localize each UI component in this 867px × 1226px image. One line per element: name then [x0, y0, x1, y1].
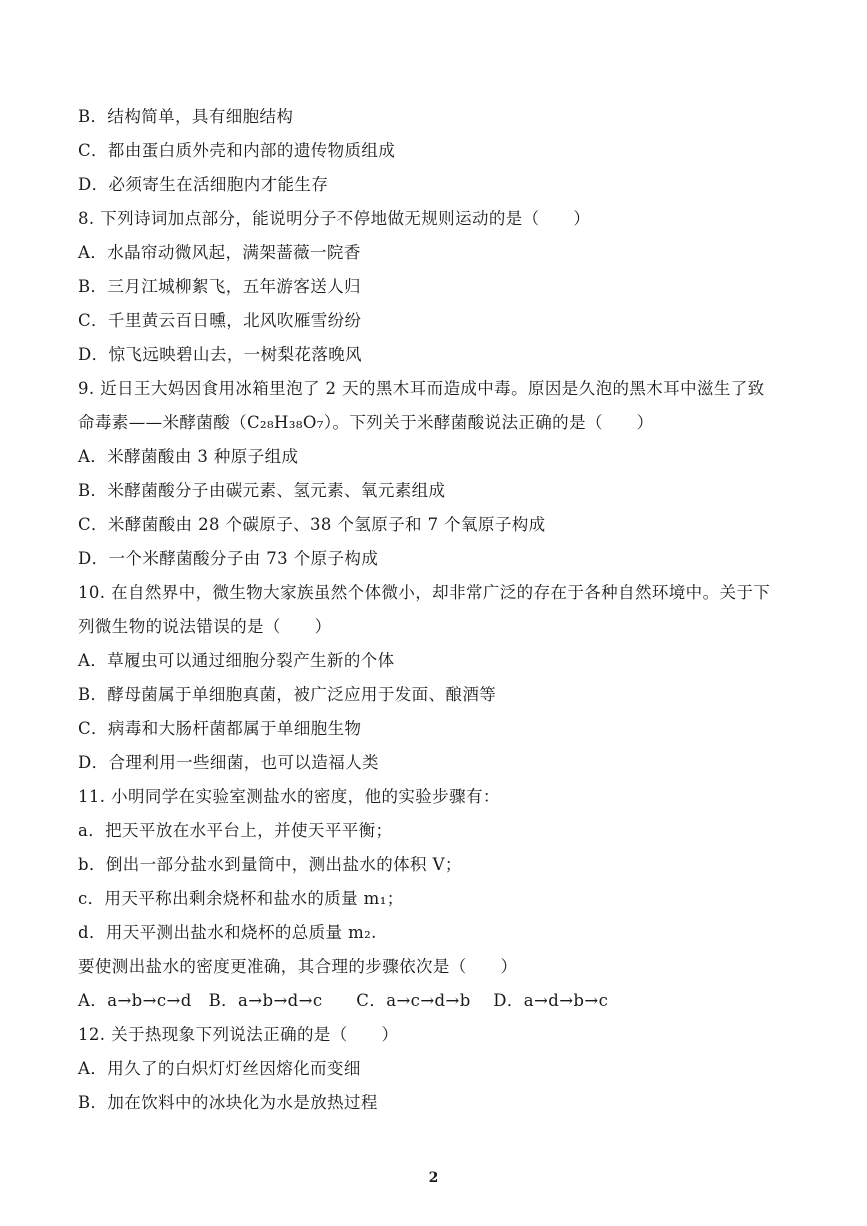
page-number: 2 — [428, 1170, 439, 1186]
step-11b: b．倒出一部分盐水到量筒中，测出盐水的体积 V； — [78, 855, 462, 874]
option-10c: C．病毒和大肠杆菌都属于单细胞生物 — [78, 719, 362, 738]
question-10-line-2: 列微生物的说法错误的是（ ） — [78, 617, 332, 636]
question-10-line-1: 10. 在自然界中，微生物大家族虽然个体微小，却非常广泛的存在于各种自然环境中。关于下 — [78, 583, 771, 602]
option-9a: A．米酵菌酸由 3 种原子组成 — [78, 447, 299, 466]
question-11: 11. 小明同学在实验室测盐水的密度，他的实验步骤有： — [78, 787, 500, 806]
option-10a: A．草履虫可以通过细胞分裂产生新的个体 — [78, 651, 395, 670]
step-11a: a．把天平放在水平台上，并使天平平衡； — [78, 821, 393, 840]
step-11c: c．用天平称出剩余烧杯和盐水的质量 m₁； — [78, 889, 404, 908]
option-8c: C．千里黄云百日曛，北风吹雁雪纷纷 — [78, 311, 362, 330]
option-7d: D．必须寄生在活细胞内才能生存 — [78, 175, 329, 194]
question-9-line-1: 9. 近日王大妈因食用冰箱里泡了 2 天的黑木耳而造成中毒。原因是久泡的黑木耳中滋生了致 — [78, 379, 765, 398]
question-11-prompt: 要使测出盐水的密度更准确，其合理的步骤依次是（ ） — [78, 957, 518, 976]
step-11d: d．用天平测出盐水和烧杯的总质量 m₂. — [78, 923, 377, 942]
question-12: 12. 关于热现象下列说法正确的是（ ） — [78, 1025, 399, 1044]
option-9b: B．米酵菌酸分子由碳元素、氢元素、氧元素组成 — [78, 481, 446, 500]
question-9-line-2: 命毒素——米酵菌酸（C₂₈H₃₈O₇）。下列关于米酵菌酸说法正确的是（ ） — [78, 413, 654, 432]
question-8: 8. 下列诗词加点部分，能说明分子不停地做无规则运动的是（ ） — [78, 209, 591, 228]
option-8d: D．惊飞远映碧山去，一树梨花落晚风 — [78, 345, 363, 364]
option-9c: C．米酵菌酸由 28 个碳原子、38 个氢原子和 7 个氧原子构成 — [78, 515, 546, 534]
option-7c: C．都由蛋白质外壳和内部的遗传物质组成 — [78, 141, 396, 160]
option-8b: B．三月江城柳絮飞，五年游客送人归 — [78, 277, 361, 296]
option-12b: B．加在饮料中的冰块化为水是放热过程 — [78, 1093, 378, 1112]
option-10d: D．合理利用一些细菌，也可以造福人类 — [78, 753, 379, 772]
option-10b: B．酵母菌属于单细胞真菌，被广泛应用于发面、酿酒等 — [78, 685, 497, 704]
option-9d: D．一个米酵菌酸分子由 73 个原子构成 — [78, 549, 379, 568]
options-11: A．a→b→c→d B．a→b→d→c C．a→c→d→b D．a→d→b→c — [78, 991, 609, 1010]
option-12a: A．用久了的白炽灯灯丝因熔化而变细 — [78, 1059, 361, 1078]
option-7b: B．结构简单，具有细胞结构 — [78, 107, 294, 126]
option-8a: A．水晶帘动微风起，满架蔷薇一院香 — [78, 243, 361, 262]
